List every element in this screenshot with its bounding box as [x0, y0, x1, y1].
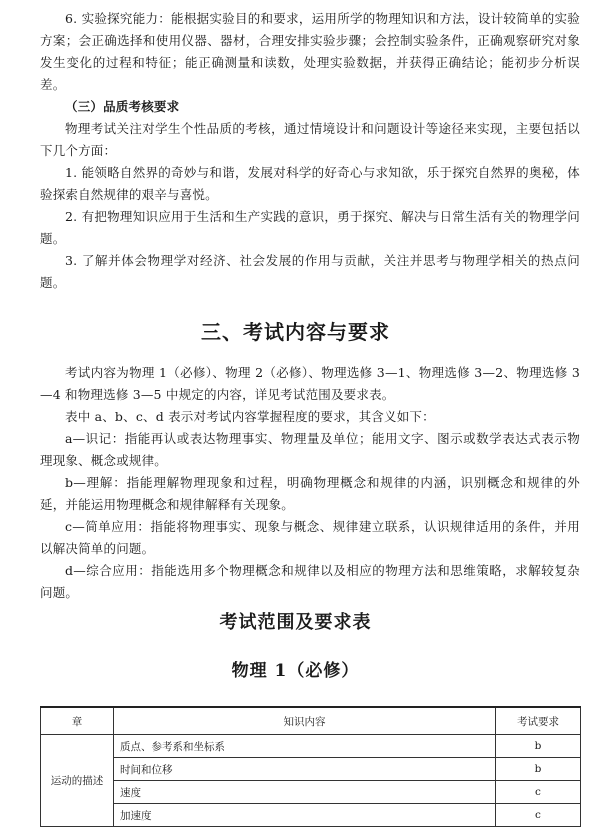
content-cell: 加速度 [114, 804, 496, 827]
requirements-table [40, 706, 581, 827]
quality-item-3: 3. 了解并体会物理学对经济、社会发展的作用与贡献，关注并思考与物理学相关的热点问题。 [40, 253, 580, 290]
table-title: 考试范围及要求表 [219, 612, 372, 633]
requirement-cell: b [496, 735, 581, 758]
quality-item-1: 1. 能领略自然界的奇妙与和谐，发展对科学的好奇心与求知欲，乐于探究自然界的奥秘，体验探索自然规律的艰辛与喜悦。 [40, 165, 580, 202]
header-requirement: 考试要求 [496, 707, 581, 735]
table-row [41, 735, 581, 758]
header-chapter: 章 [41, 707, 114, 735]
item-6-paragraph: 6. 实验探究能力：能根据实验目的和要求，运用所学的物理知识和方法，设计较简单的实验方案；会正确选择和使用仪器、器材，合理安排实验步骤；会控制实验条件，正确观察研究对象发生变化的过程和特征；能正确测量和读数，处理实验数据，并获得正确结论；能初步分析误差。 [40, 11, 580, 92]
requirement-cell: b [496, 758, 581, 781]
level-c-definition: c—简单应用：指能将物理事实、现象与概念、规律建立联系，认识规律适用的条件，并用以解决简单的问题。 [40, 519, 580, 556]
table-subtitle: 物理 1（必修） [231, 661, 360, 681]
level-d-definition: d—综合应用：指能选用多个物理概念和规律以及相应的物理方法和思维策略，求解较复杂问题。 [40, 563, 580, 600]
quality-item-2: 2. 有把物理知识应用于生活和生产实践的意识，勇于探究、解决与日常生活有关的物理学问题。 [40, 209, 580, 246]
table-row [41, 804, 581, 827]
table-row [41, 758, 581, 781]
content-cell: 质点、参考系和坐标系 [114, 735, 496, 758]
content-cell: 时间和位移 [114, 758, 496, 781]
exam-content-paragraph: 考试内容为物理 1（必修）、物理 2（必修）、物理选修 3—1、物理选修 3—2、物理选修 3—4 和物理选修 3—5 中规定的内容，详见考试范围及要求表。 [40, 365, 580, 402]
level-b-definition: b—理解：指能理解物理现象和过程，明确物理概念和规律的内涵，识别概念和规律的外延，并能运用物理概念和规律解释有关现象。 [40, 475, 580, 512]
table-row [41, 781, 581, 804]
table-header-row [41, 707, 581, 735]
section-title: 三、考试内容与要求 [201, 320, 390, 344]
requirement-cell: c [496, 804, 581, 827]
level-a-definition: a—识记：指能再认或表达物理事实、物理量及单位；能用文字、图示或数学表达式表示物理现象、概念或规律。 [40, 431, 580, 468]
quality-intro: 物理考试关注对学生个性品质的考核，通过情境设计和问题设计等途径来实现，主要包括以下几个方面： [40, 121, 580, 158]
header-content: 知识内容 [114, 707, 496, 735]
requirement-cell: c [496, 781, 581, 804]
requirement-intro: 表中 a、b、c、d 表示对考试内容掌握程度的要求，其含义如下： [65, 409, 435, 424]
chapter-cell: 运动的描述 [41, 735, 114, 827]
quality-subheading: （三）品质考核要求 [65, 99, 180, 114]
content-cell: 速度 [114, 781, 496, 804]
